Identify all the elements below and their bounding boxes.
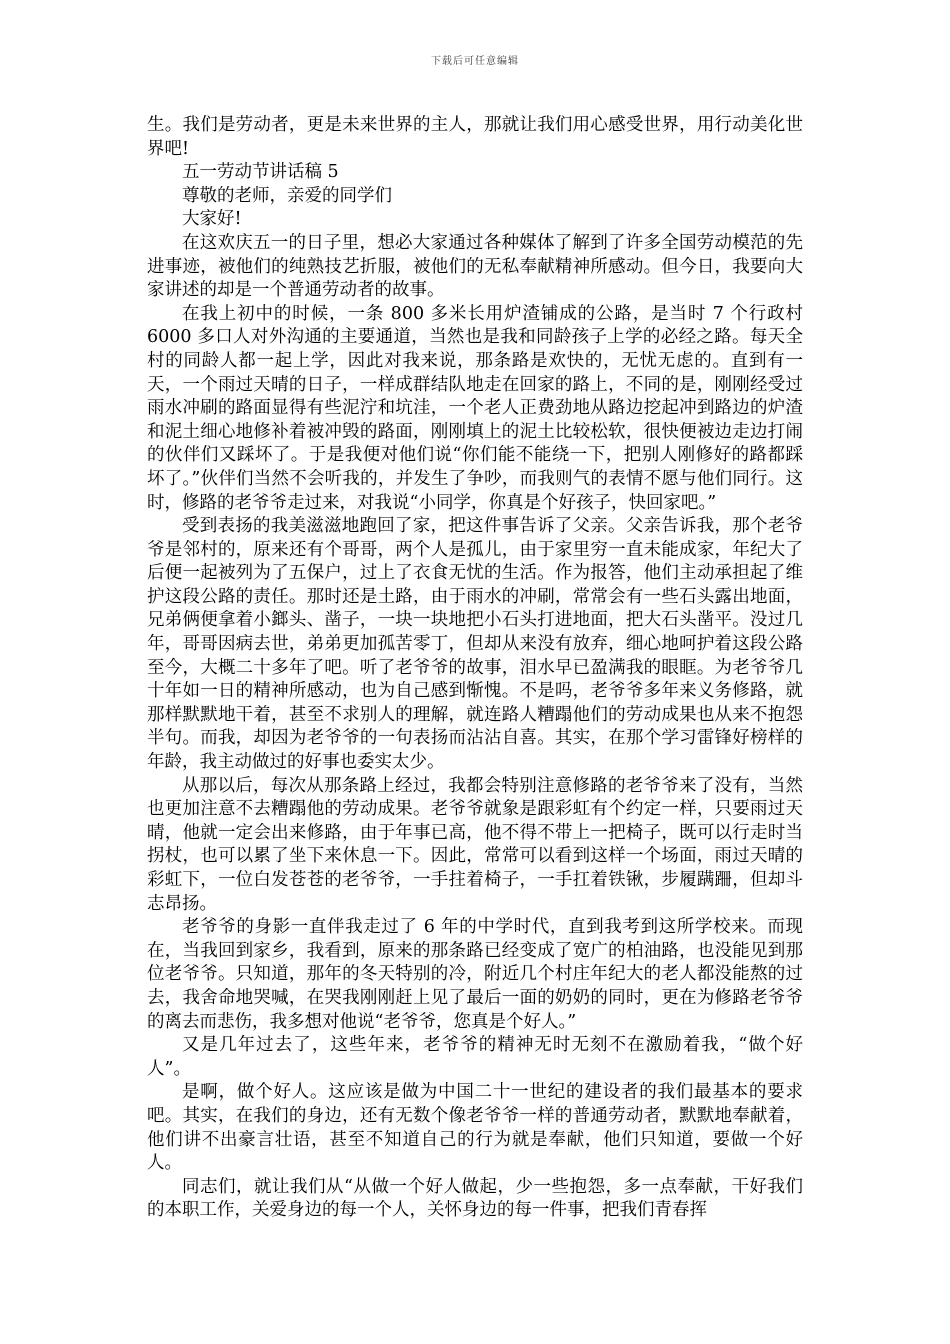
speech-title: 五一劳动节讲话稿 5 — [182, 162, 339, 183]
page-header: 下载后可任意编辑 — [431, 56, 519, 67]
paragraph: 同志们，就让我们从“从做一个好人做起，少一些抱怨，多一点奉献，干好我们的本职工作，关爱身边的每一个人，关怀身边的每一件事，把我们青春挥 — [147, 1176, 803, 1221]
paragraph: 从那以后，每次从那条路上经过，我都会特别注意修路的老爷爷来了没有，当然也更加注意不去糟蹋他的劳动成果。老爷爷就象是跟彩虹有个约定一样，只要雨过天晴，他就一定会出来修路，由于年事已高，他不得不带上一把椅子，既可以行走时当拐杖，也可以累了坐下来休息一下。因此，常常可以看到这样一个场面，雨过天晴的彩虹下，一位白发苍苍的老爷爷，一手拄着椅子，一手扛着铁锹，步履蹒跚，但却斗志昂扬。 — [147, 775, 803, 914]
paragraph: 受到表扬的我美滋滋地跑回了家，把这件事告诉了父亲。父亲告诉我，那个老爷爷是邻村的，原来还有个哥哥，两个人是孤儿，由于家里穷一直未能成家，年纪大了后便一起被列为了五保户，过上了衣食无忧的生活。作为报答，他们主动承担起了维护这段公路的责任。那时还是土路，由于雨水的冲刷，常常会有一些石头露出地面，兄弟俩便拿着小鎯头、凿子，一块一块地把小石头打进地面，把大石头凿平。没过几年，哥哥因病去世，弟弟更加孤苦零丁，但却从来没有放弃，细心地呵护着这段公路至今，大概二十多年了吧。听了老爷爷的故事，泪水早已盈满我的眼眶。为老爷爷几十年如一日的精神所感动，也为自己感到惭愧。不是吗，老爷爷多年来义务修路，就那样默默地干着，甚至不求别人的理解，就连路人糟蹋他们的劳动成果也从来不抱怨半句。而我，却因为老爷爷的一句表扬而沾沾自喜。其实，在那个学习雷锋好榜样的年龄，我主动做过的好事也委实太少。 — [147, 516, 803, 773]
paragraph: 在这欢庆五一的日子里，想必大家通过各种媒体了解到了许多全国劳动模范的先进事迹，被他们的纯熟技艺折服，被他们的无私奉献精神所感动。但今日，我要向大家讲述的却是一个普通劳动者的故事。 — [147, 232, 803, 301]
paragraph: 又是几年过去了，这些年来，老爷爷的精神无时无刻不在激励着我，“做个好人”。 — [147, 1035, 803, 1079]
paragraph: 生。我们是劳动者，更是未来世界的主人，那就让我们用心感受世界，用行动美化世界吧! — [147, 115, 803, 159]
salutation: 尊敬的老师，亲爱的同学们 — [182, 185, 392, 206]
document-body — [147, 114, 803, 1223]
paragraph: 在我上初中的时候，一条 800 多米长用炉渣铺成的公路，是当时 7 个行政村 6000 多口人对外沟通的主要通道，当然也是我和同龄孩子上学的必经之路。每天全村的同龄人都一起上学，因此对我来说，那条路是欢快的，无忧无虑的。直到有一天，一个雨过天晴的日子，一样成群结队地走在回家的路上，不同的是，刚刚经受过雨水冲刷的路面显得有些泥泞和坑洼，一个老人正费劲地从路边挖起冲到路边的炉渣和泥土细心地修补着被冲毁的路面，刚刚填上的泥土比较松软，很快便被边走边打闹的伙伴们又踩坏了。于是我便对他们说“你们能不能绕一下，把别人刚修好的路都踩坏了。”伙伴们当然不会听我的，并发生了争吵，而我则气的表情不愿与他们同行。这时，修路的老爷爷走过来，对我说“小同学，你真是个好孩子，快回家吧。” — [147, 303, 803, 513]
greeting: 大家好! — [182, 209, 242, 230]
paragraph: 是啊，做个好人。这应该是做为中国二十一世纪的建设者的我们最基本的要求吧。其实，在我们的身边，还有无数个像老爷爷一样的普通劳动者，默默地奉献着，他们讲不出豪言壮语，甚至不知道自己的行为就是奉献，他们只知道，要做一个好人。 — [147, 1082, 803, 1174]
paragraph: 老爷爷的身影一直伴我走过了 6 年的中学时代，直到我考到这所学校来。而现在，当我回到家乡，我看到，原来的那条路已经变成了宽广的柏油路，也没能见到那位老爷爷。只知道，那年的冬天特别的冷，附近几个村庄年纪大的老人都没能熬的过去，我舍命地哭喊，在哭我刚刚赶上见了最后一面的奶奶的同时，更在为修路老爷爷的离去而悲伤，我多想对他说“老爷爷，您真是个好人。” — [147, 917, 803, 1032]
